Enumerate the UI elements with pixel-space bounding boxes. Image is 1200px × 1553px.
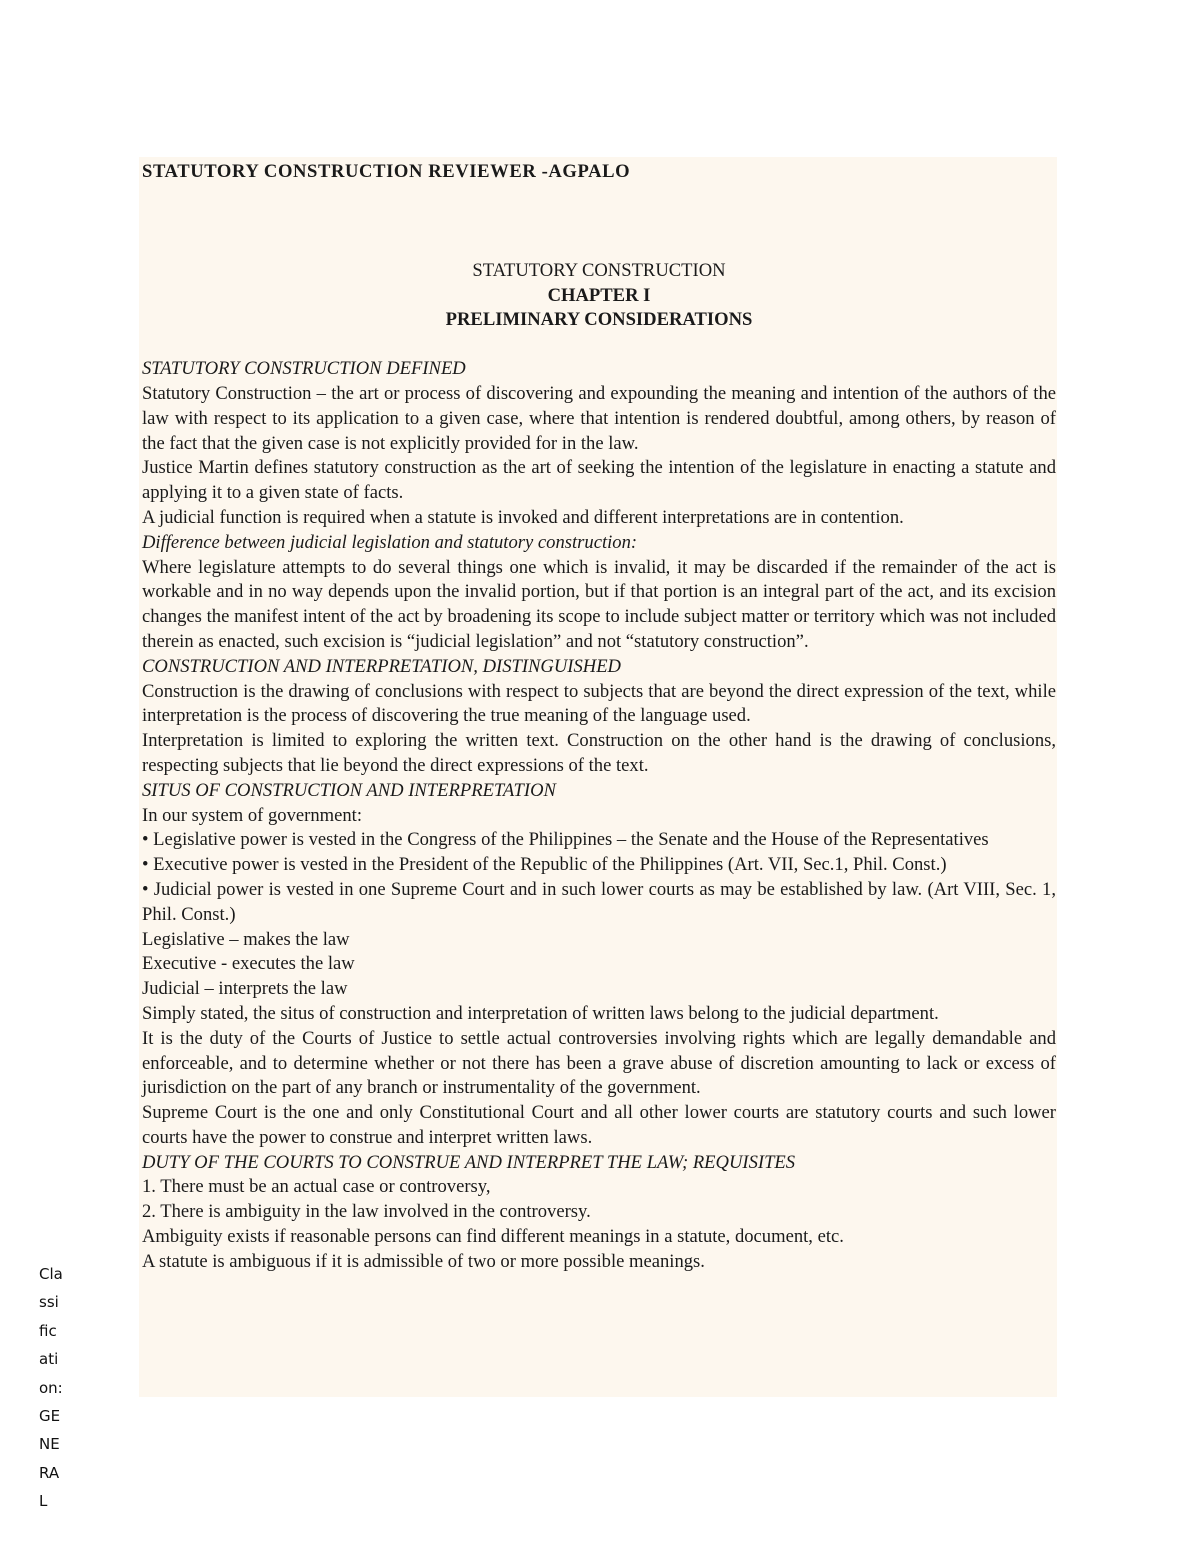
paragraph-list <box>142 357 1056 1274</box>
paragraph: 2. There is ambiguity in the law involved in the controversy. <box>142 1201 591 1223</box>
paragraph: • Judicial power is vested in one Supreme Court and in such lower courts as may be established by law. (Art VIII, Sec. 1, Phil. Const.) <box>142 878 1056 925</box>
section-heading: CONSTRUCTION AND INTERPRETATION, DISTINGUISHED <box>142 655 621 677</box>
main-title: STATUTORY CONSTRUCTION <box>472 259 726 281</box>
chapter-title: PRELIMINARY CONSIDERATIONS <box>445 309 753 331</box>
chapter-number: CHAPTER I <box>547 284 651 306</box>
paragraph: Interpretation is limited to exploring the written text. Construction on the other hand is the drawing of conclusions, respecting subjects that lie beyond the direct expressions of the text. <box>142 730 1056 776</box>
paragraph: Simply stated, the situs of construction and interpretation of written laws belong to the judicial department. <box>142 1002 939 1024</box>
classification-label-line: fic <box>39 1321 57 1340</box>
paragraph: It is the duty of the Courts of Justice to settle actual controversies involving rights which are legally demandable and enforceable, and to determine whether or not there has been a grave abuse of discretion amounting to lack or excess of jurisdiction on the part of any branch or instrumentality of the government. <box>142 1027 1056 1099</box>
paragraph: A statute is ambiguous if it is admissible of two or more possible meanings. <box>142 1250 705 1272</box>
classification-label-line: ati <box>39 1350 59 1369</box>
paragraph: Ambiguity exists if reasonable persons can find different meanings in a statute, document, etc. <box>142 1226 844 1248</box>
paragraph: Supreme Court is the one and only Constitutional Court and all other lower courts are statutory courts and such lower courts have the power to construe and interpret written laws. <box>142 1102 1056 1148</box>
paragraph: Where legislature attempts to do several things one which is invalid, it may be discarded if the remainder of the act is workable and in no way depends upon the invalid portion, but if that portion is an integral part of the act, and its excision changes the manifest intent of the act by broadening its scope to include subject matter or territory which was not included therein as enacted, such excision is “judicial legislation” and not “statutory construction”. <box>142 556 1056 652</box>
section-heading: DUTY OF THE COURTS TO CONSTRUE AND INTERPRET THE LAW; REQUISITES <box>142 1151 796 1173</box>
document-body <box>142 160 1056 1275</box>
paragraph: In our system of government: <box>142 804 362 826</box>
classification-label-line: NE <box>39 1435 60 1454</box>
paragraph: Executive - executes the law <box>142 953 355 975</box>
classification-label-line: ssi <box>39 1293 59 1312</box>
paragraph: • Legislative power is vested in the Congress of the Philippines – the Senate and the House of the Representatives <box>142 829 989 851</box>
paragraph: • Executive power is vested in the President of the Republic of the Philippines (Art. VII, Sec.1, Phil. Const.) <box>142 854 947 876</box>
classification-label <box>39 1260 79 1516</box>
paragraph: 1. There must be an actual case or controversy, <box>142 1176 491 1198</box>
section-heading: SITUS OF CONSTRUCTION AND INTERPRETATION <box>142 779 556 801</box>
classification-label-line: Cla <box>39 1265 63 1283</box>
paragraph: A judicial function is required when a statute is invoked and different interpretations are in contention. <box>142 506 904 528</box>
paragraph: Construction is the drawing of conclusions with respect to subjects that are beyond the direct expression of the text, while interpretation is the process of discovering the true meaning of the language used. <box>142 680 1056 727</box>
spacer <box>142 333 1056 357</box>
classification-label-line: on: <box>39 1378 63 1397</box>
classification-label-line: RA <box>39 1463 60 1482</box>
classification-label-line: L <box>39 1492 48 1511</box>
spacer <box>142 185 1056 259</box>
paragraph: Justice Martin defines statutory construction as the art of seeking the intention of the legislature in enacting a statute and applying it to a given state of facts. <box>142 457 1056 504</box>
document-header-title: STATUTORY CONSTRUCTION REVIEWER -AGPALO <box>142 161 631 182</box>
paragraph: Judicial – interprets the law <box>142 978 348 1000</box>
section-heading: Difference between judicial legislation and statutory construction: <box>142 531 638 553</box>
classification-label-line: GE <box>39 1407 61 1426</box>
paragraph: Statutory Construction – the art or process of discovering and expounding the meaning and intention of the authors of the law with respect to its application to a given case, where that intention is rendered doubtful, among others, by reason of the fact that the given case is not explicitly provided for in the law. <box>142 382 1056 454</box>
paragraph: Legislative – makes the law <box>142 928 350 950</box>
section-heading: STATUTORY CONSTRUCTION DEFINED <box>142 358 466 380</box>
